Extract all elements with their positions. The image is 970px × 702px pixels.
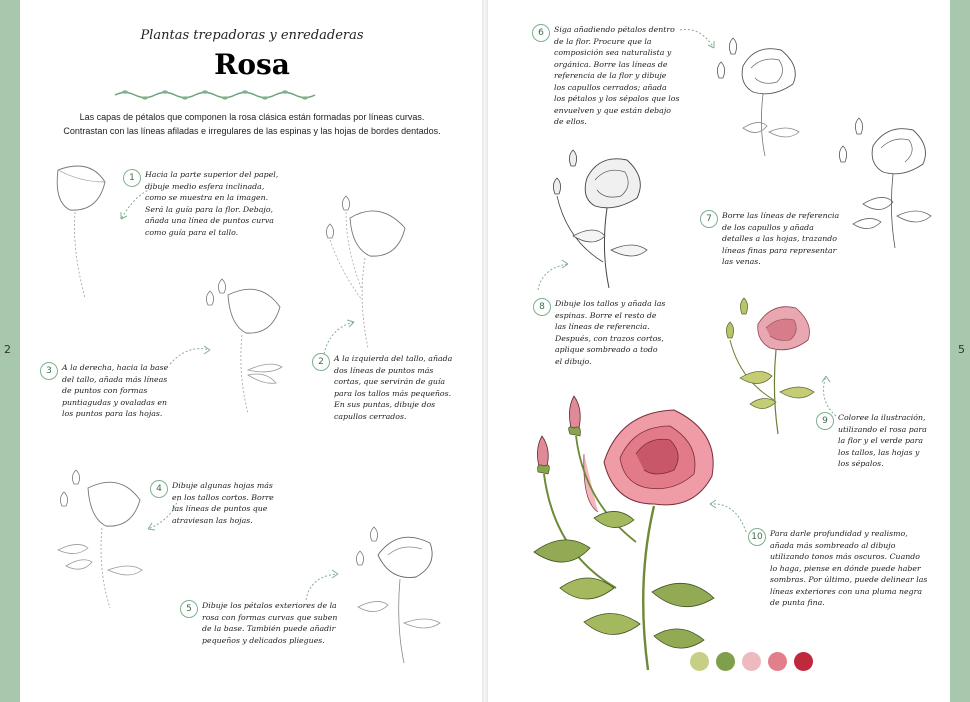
arrow-icon: [534, 258, 574, 294]
page-number-left: 2: [4, 343, 11, 356]
step-text: Dibuje algunas hojas más en los tallos cortos. Borre las líneas de puntos que atraviesan las hojas.: [172, 481, 274, 525]
vine-ornament-icon: [115, 88, 315, 102]
step-text: A la derecha, hacia la base del tallo, añada más líneas de puntos con formas puntiagudas y ovaladas en los puntos para las hojas.: [62, 363, 169, 418]
color-swatch: [690, 652, 709, 671]
step-text: Borre las líneas de referencia de los capullos y añada detalles a las hojas, trazando líneas finas para representar las venas.: [722, 211, 840, 266]
sketch-step-6: [703, 38, 803, 158]
step-5: [180, 600, 340, 660]
step-6: [532, 24, 682, 124]
sketch-step-5: [338, 525, 448, 665]
intro-line-2: Contrastan con las líneas afiladas e irregulares de las espinas y las hojas de bordes dentados.: [63, 126, 441, 136]
step-text: Dibuje los pétalos exteriores de la rosa con formas curvas que suben de la base. También puede añadir pequeños y delicados pliegues.: [202, 601, 338, 645]
arrow-icon: [320, 318, 360, 358]
chapter-subtitle: Plantas trepadoras y enredaderas: [140, 28, 364, 43]
step-number: 9: [816, 412, 834, 430]
arrow-icon: [302, 568, 342, 604]
arrow-icon: [706, 496, 750, 536]
right-page: [488, 0, 965, 702]
color-swatch: [794, 652, 813, 671]
color-swatch: [742, 652, 761, 671]
arrow-icon: [678, 24, 718, 54]
page-number-right: 5: [958, 343, 965, 356]
step-text: Para darle profundidad y realismo, añada más sombreado al dibujo utilizando tonos más oscuros. Cuando lo haga, piense en dónde puede haber sombras. Por último, puede delinear las líneas exteriores con una pluma negra de punta fina.: [770, 529, 928, 607]
step-text: A la izquierda del tallo, añada dos líneas de puntos más cortas, que servirán de guía para los tallos más pequeños. En sus puntas, dibuje dos capullos cerrados.: [334, 354, 453, 421]
step-text: Coloree la ilustración, utilizando el rosa para la flor y el verde para los tallos, las hojas y los sépalos.: [838, 413, 927, 468]
page-title: Rosa: [214, 48, 290, 81]
step-9: [816, 412, 936, 482]
intro-text: [32, 110, 472, 138]
step-number: 5: [180, 600, 198, 618]
illustration-step-9: [720, 300, 820, 435]
intro-line-1: Las capas de pétalos que componen la rosa clásica están formadas por líneas curvas.: [79, 112, 425, 122]
step-text: Siga añadiendo pétalos dentro de la flor. Procure que la composición sea naturalista y orgánica. Borre las líneas de referencia de la flor y dibuje los capullos cerrados; añada los pétalos y los sépalos que los envuelven y que están debajo de ellos.: [554, 25, 680, 126]
step-2: [312, 353, 462, 433]
step-number: 4: [150, 480, 168, 498]
left-page: [4, 0, 482, 702]
step-number: 1: [123, 169, 141, 187]
step-4: [150, 480, 280, 540]
color-swatch: [768, 652, 787, 671]
sketch-step-4: [48, 470, 148, 610]
step-number: 10: [748, 528, 766, 546]
step-number: 7: [700, 210, 718, 228]
color-swatch: [716, 652, 735, 671]
step-1: [123, 169, 283, 249]
step-8: [533, 298, 673, 368]
illustration-step-10: [524, 392, 724, 672]
sketch-step-7: [833, 120, 933, 250]
step-text: Dibuje los tallos y añada las espinas. Borre el resto de las líneas de referencia. Después, con trazos cortos, aplique sombreado a todo el dibujo.: [555, 299, 666, 366]
step-10: [748, 528, 938, 628]
sketch-step-1: [50, 160, 130, 300]
step-7: [700, 210, 840, 270]
step-number: 3: [40, 362, 58, 380]
step-number: 8: [533, 298, 551, 316]
step-number: 6: [532, 24, 550, 42]
step-3: [40, 362, 180, 432]
step-text: Hacia la parte superior del papel, dibuje medio esfera inclinada, como se muestra en la imagen. Será la guía para la flor. Debajo, añada una línea de puntos curva como guía para el tallo.: [145, 170, 279, 237]
step-number: 2: [312, 353, 330, 371]
